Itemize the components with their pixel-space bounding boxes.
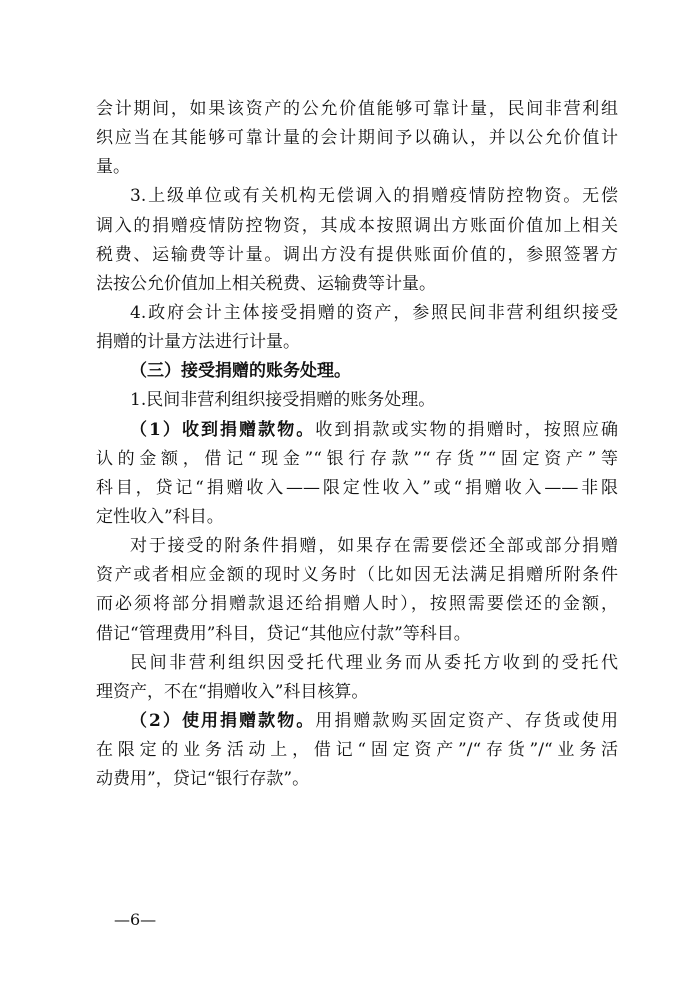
page-number: —6— — [114, 910, 157, 929]
paragraph-line: 定性收入”科目。 — [96, 506, 224, 527]
paragraph-line: 会计期间，如果该资产的公允价值能够可靠计量，民间非营利组 — [96, 99, 618, 119]
paragraph-line: 捐赠的计量方法进行计量。 — [96, 332, 300, 353]
paragraph-line: 借记“管理费用”科目，贷记“其他应付款”等科目。 — [96, 623, 471, 644]
paragraph-line: 量。 — [96, 157, 130, 178]
paragraph-line: 调入的捐赠疫情防控物资，其成本按照调出方账面价值加上相关 — [96, 215, 618, 236]
paragraph-line: 而必须将部分捐赠款退还给捐赠人时），按照需要偿还的金额， — [96, 594, 618, 615]
paragraph-line: 认的金额，借记“现金”“银行存款”“存货”“固定资产”等 — [96, 448, 618, 469]
paragraph-line: 税费、运输费等计量。调出方没有提供账面价值的，参照签署方 — [96, 244, 618, 265]
paragraph-line: 科目，贷记“捐赠收入——限定性收入”或“捐赠收入——非限 — [96, 477, 618, 498]
paragraph-line — [96, 416, 618, 445]
paragraph-line: 织应当在其能够可靠计量的会计期间予以确认，并以公允价值计 — [96, 128, 618, 149]
paragraph-line: 资产或者相应金额的现时义务时（比如因无法满足捐赠所附条件 — [96, 565, 618, 586]
paragraph-line — [96, 707, 618, 736]
paragraph-line: 理资产，不在“捐赠收入”科目核算。 — [96, 681, 369, 702]
paragraph-line: 民间非营利组织因受托代理业务而从委托方收到的受托代 — [130, 652, 618, 673]
paragraph-line: 对于接受的附条件捐赠，如果存在需要偿还全部或部分捐赠 — [130, 536, 618, 557]
item-text: 收到捐款或实物的捐赠时，按照应确 — [315, 419, 618, 440]
document-body — [96, 95, 618, 794]
subsection-heading: 1.民间非营利组织接受捐赠的账务处理。 — [130, 390, 436, 411]
paragraph-line: 动费用”，贷记“银行存款”。 — [96, 769, 310, 790]
item-heading: （2）使用捐赠款物。 — [130, 710, 316, 731]
section-heading: （三）接受捐赠的账务处理。 — [130, 361, 351, 382]
item-heading: （1）收到捐赠款物。 — [130, 419, 316, 440]
paragraph-line: 3.上级单位或有关机构无偿调入的捐赠疫情防控物资。无偿 — [130, 186, 618, 207]
paragraph-line: 4.政府会计主体接受捐赠的资产，参照民间非营利组织接受 — [130, 302, 618, 323]
paragraph-line: 在限定的业务活动上，借记“固定资产”/“存货”/“业务活 — [96, 740, 618, 761]
item-text: 用捐赠款购买固定资产、存货或使用 — [315, 710, 618, 731]
paragraph-line: 法按公允价值加上相关税费、运输费等计量。 — [96, 273, 436, 294]
